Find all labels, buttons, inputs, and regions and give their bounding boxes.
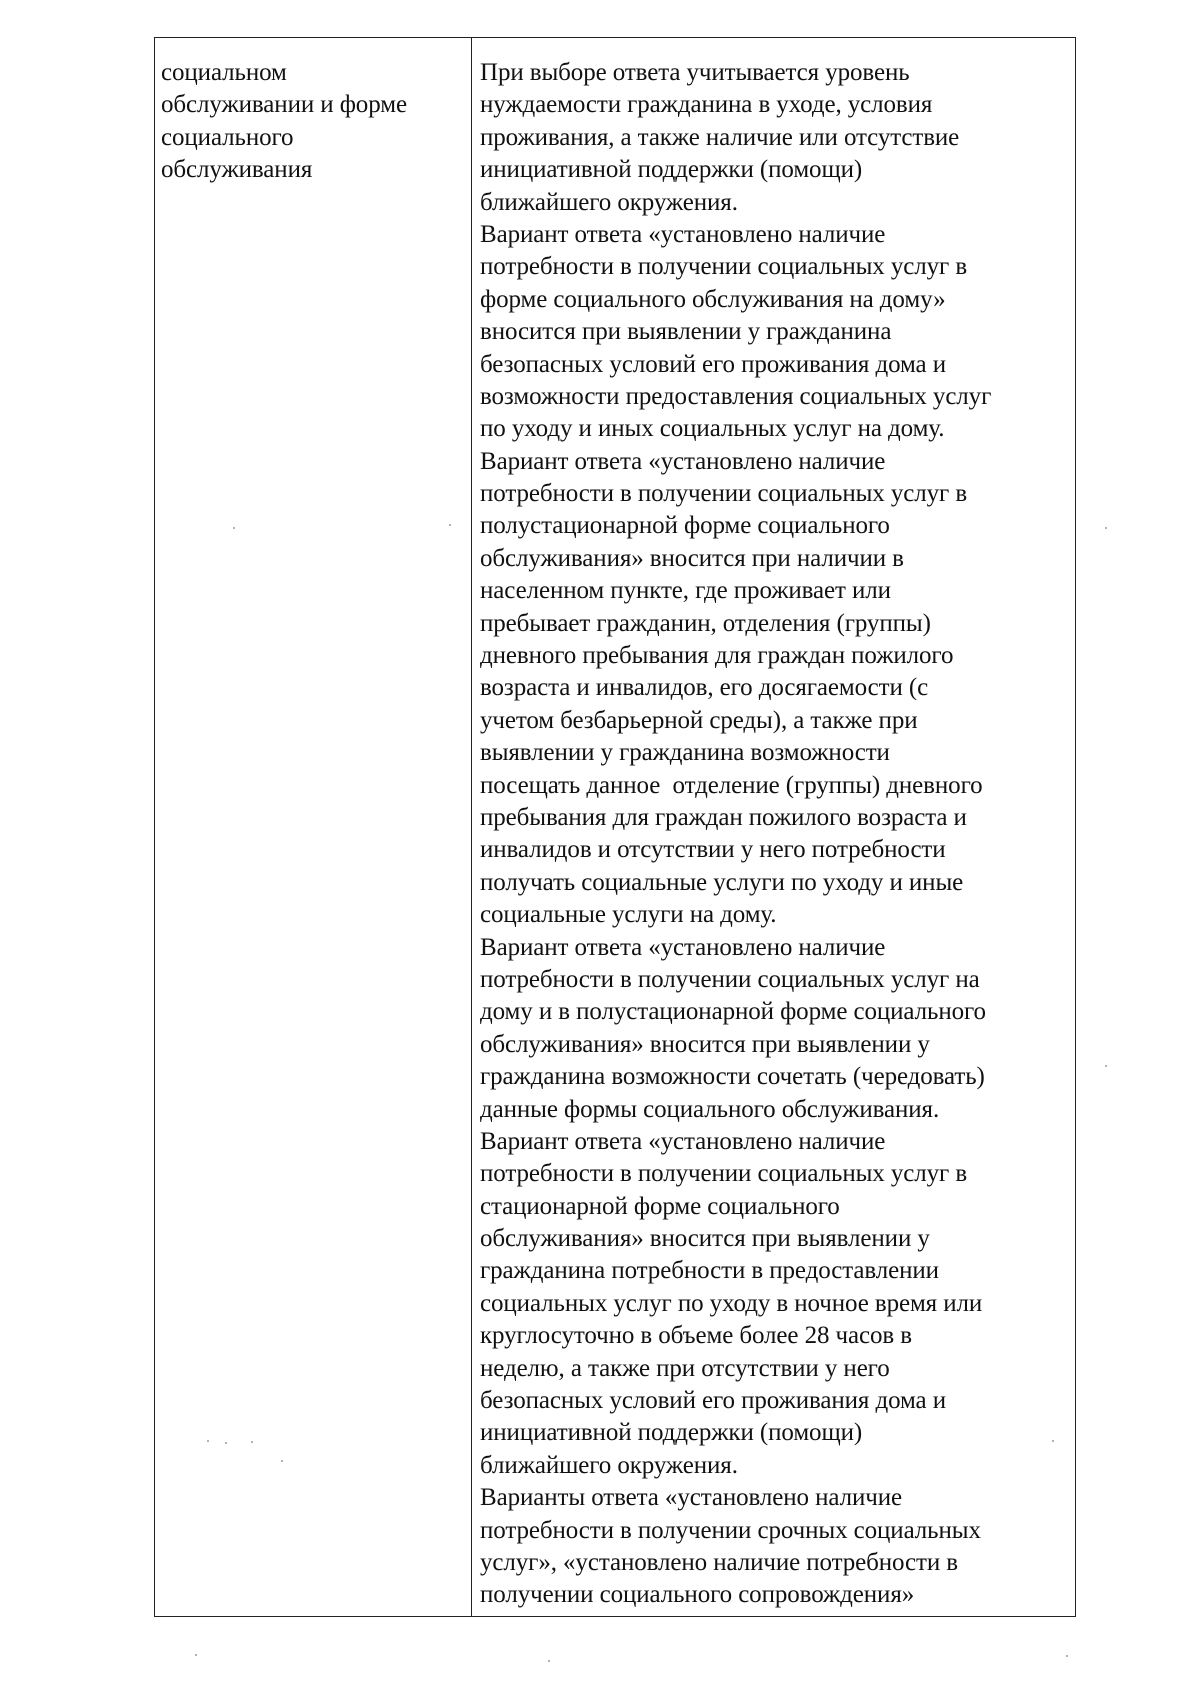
text-line: безопасных условий его проживания дома и [480,1387,946,1415]
text-line: пребывает гражданин, отделения (группы) [480,609,931,637]
text-line: безопасных условий его проживания дома и [480,350,946,378]
text-line: При выборе ответа учитывается уровень [480,59,910,86]
text-line: дневного пребывания для граждан пожилого [480,642,954,670]
text-line: получении социального сопровождения» [480,1581,915,1609]
text-line: инициативной поддержки (помощи) [480,1419,863,1447]
scan-speck [225,1442,227,1444]
text-line: потребности в получении срочных социальных [480,1516,981,1544]
text-line: пребывания для граждан пожилого возраста и [480,803,967,831]
text-line: Вариант ответа «установлено наличие [480,447,886,475]
text-line: инвалидов и отсутствии у него потребности [480,836,946,864]
text-line: форме социального обслуживания на дому» [480,285,946,313]
text-line: посещать данное отделение (группы) дневного [480,771,983,799]
text-line: проживания, а также наличие или отсутствие [480,123,960,151]
table-cell-explanation [472,38,1075,1616]
text-line: услуг», «установлено наличие потребности в [480,1548,959,1576]
text-line: вносится при выявлении у гражданина [480,318,892,346]
text-line: обслуживания» вносится при наличии в [480,544,904,572]
scan-speck [207,1440,209,1442]
scan-speck [251,1441,253,1443]
text-line: потребности в получении социальных услуг на [480,965,980,993]
text-line: гражданина потребности в предоставлении [480,1257,939,1285]
text-line: потребности в получении социальных услуг в [480,253,968,281]
text-line: круглосуточно в объеме более 28 часов в [480,1322,912,1350]
text-line: социальном [161,59,287,86]
scan-speck [1105,527,1107,529]
text-line: возможности предоставления социальных услуг [480,382,992,410]
text-line: дому и в полустационарной форме социального [480,998,986,1026]
scan-speck [1052,1440,1054,1442]
text-line: потребности в получении социальных услуг в [480,1160,968,1188]
text-line: получать социальные услуги по уходу и иные [480,868,964,896]
scan-speck [1105,1065,1107,1067]
text-line: неделю, а также при отсутствии у него [480,1354,890,1382]
text-line: Вариант ответа «установлено наличие [480,933,886,961]
text-line: потребности в получении социальных услуг в [480,480,968,508]
document-table [154,37,1076,1617]
text-line: данные формы социального обслуживания. [480,1095,940,1123]
text-line: ближайшего окружения. [480,1451,738,1479]
text-line: нуждаемости гражданина в уходе, условия [480,91,933,119]
text-line: социального [161,123,294,151]
text-line: обслуживания [161,156,313,184]
text-line: полустационарной форме социального [480,512,890,540]
text-line: выявлении у гражданина возможности [480,739,890,767]
scan-speck [449,524,451,526]
text-line: обслуживании и форме [161,91,407,119]
text-line: Вариант ответа «установлено наличие [480,1127,886,1155]
scan-speck [548,1660,550,1662]
text-line: социальные услуги на дому. [480,901,777,929]
scan-speck [281,1460,283,1462]
text-line: стационарной форме социального [480,1192,840,1220]
text-line: ближайшего окружения. [480,188,738,216]
text-line: возраста и инвалидов, его досягаемости (с [480,674,929,702]
scan-speck [1066,1655,1068,1657]
text-line: обслуживания» вносится при выявлении у [480,1030,930,1058]
scan-speck [233,527,235,529]
text-line: гражданина возможности сочетать (чередовать) [480,1063,985,1091]
text-line: обслуживания» вносится при выявлении у [480,1225,930,1253]
text-line: социальных услуг по уходу в ночное время или [480,1289,983,1317]
text-line: учетом безбарьерной среды), а также при [480,706,918,734]
text-line: Варианты ответа «установлено наличие [480,1484,902,1512]
table-cell-criterion [155,38,472,1616]
text-line: Вариант ответа «установлено наличие [480,220,886,248]
text-line: по уходу и иных социальных услуг на дому. [480,415,945,443]
text-line: инициативной поддержки (помощи) [480,156,863,184]
text-line: населенном пункте, где проживает или [480,577,891,605]
scan-speck [195,1654,197,1656]
